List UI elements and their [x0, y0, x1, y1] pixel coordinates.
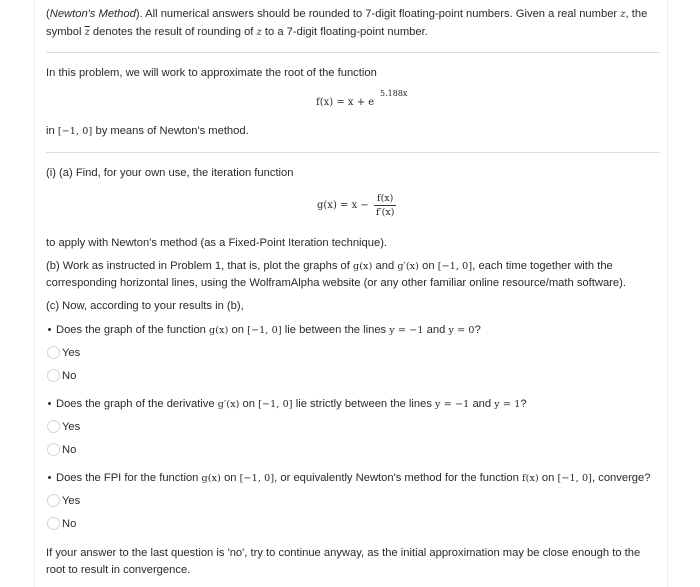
question-2-no-label[interactable]: No	[62, 444, 77, 456]
question-2-yes-radio[interactable]	[47, 420, 60, 433]
fraction-numerator: f(x)	[374, 193, 396, 206]
part-c-intro: (c) Now, according to your results in (b),	[46, 300, 244, 312]
question-1-no-radio[interactable]	[47, 369, 60, 382]
interval-statement: in [−1, 0] by means of Newton's method.	[46, 125, 249, 137]
question-3-no-label[interactable]: No	[62, 518, 77, 530]
question-2: Does the graph of the derivative g′(x) on [−1, 0] lie strictly between the lines y = −1 and y = 1?	[46, 398, 527, 410]
part-b-line-1: (b) Work as instructed in Problem 1, that is, plot the graphs of g(x) and g′(x) on [−1, 0], each time together with the	[46, 260, 613, 272]
question-1: Does the graph of the function g(x) on [−1, 0] lie between the lines y = −1 and y = 0?	[46, 324, 481, 336]
intro-line-2: symbol $\overline{z}$ denotes the result of rounding of z to a 7-digit floating-point number.	[46, 26, 428, 38]
part-b-line-2: corresponding horizontal lines, using the WolframAlpha website (or any other familiar online resource/math software).	[46, 277, 626, 289]
question-3: Does the FPI for the function g(x) on [−1, 0], or equivalently Newton's method for the function f(x) on [−1, 0], converge?	[46, 472, 650, 484]
bullet-icon	[48, 476, 51, 479]
newtons-method-title: Newton's Method	[49, 8, 136, 20]
footer-note-line-2: root to result in convergence.	[46, 564, 191, 576]
iteration-function-formula: g(x) = x − $\frac{f(x)}{f'(x)}$	[317, 193, 395, 218]
fraction-denominator: f′(x)	[375, 207, 395, 218]
footer-note-line-1: If your answer to the last question is 'no', try to continue anyway, as the initial approximation may be close enough to the	[46, 547, 641, 559]
question-1-yes-radio[interactable]	[47, 346, 60, 359]
question-1-yes-label[interactable]: Yes	[62, 347, 81, 359]
bullet-icon	[48, 402, 51, 405]
divider	[46, 52, 660, 53]
question-3-no-radio[interactable]	[47, 517, 60, 530]
question-3-yes-radio[interactable]	[47, 494, 60, 507]
part-a-prompt: (i) (a) Find, for your own use, the iteration function	[46, 167, 294, 179]
divider	[46, 152, 660, 153]
function-f-exponent: 5.188x	[380, 89, 408, 98]
question-1-no-label[interactable]: No	[62, 370, 77, 382]
function-f-formula: f(x) = x + e 5.188x	[316, 89, 408, 108]
part-a-after: to apply with Newton's method (as a Fixed-Point Iteration technique).	[46, 237, 388, 249]
question-2-yes-label[interactable]: Yes	[62, 421, 81, 433]
question-2-no-radio[interactable]	[47, 443, 60, 456]
question-panel	[34, 0, 668, 587]
bullet-icon	[48, 328, 51, 331]
problem-statement: In this problem, we will work to approximate the root of the function	[46, 67, 377, 79]
question-3-yes-label[interactable]: Yes	[62, 495, 81, 507]
intro-line-1: (Newton's Method). All numerical answers should be rounded to 7-digit floating-point numbers. Given a real number z, the	[46, 8, 648, 20]
